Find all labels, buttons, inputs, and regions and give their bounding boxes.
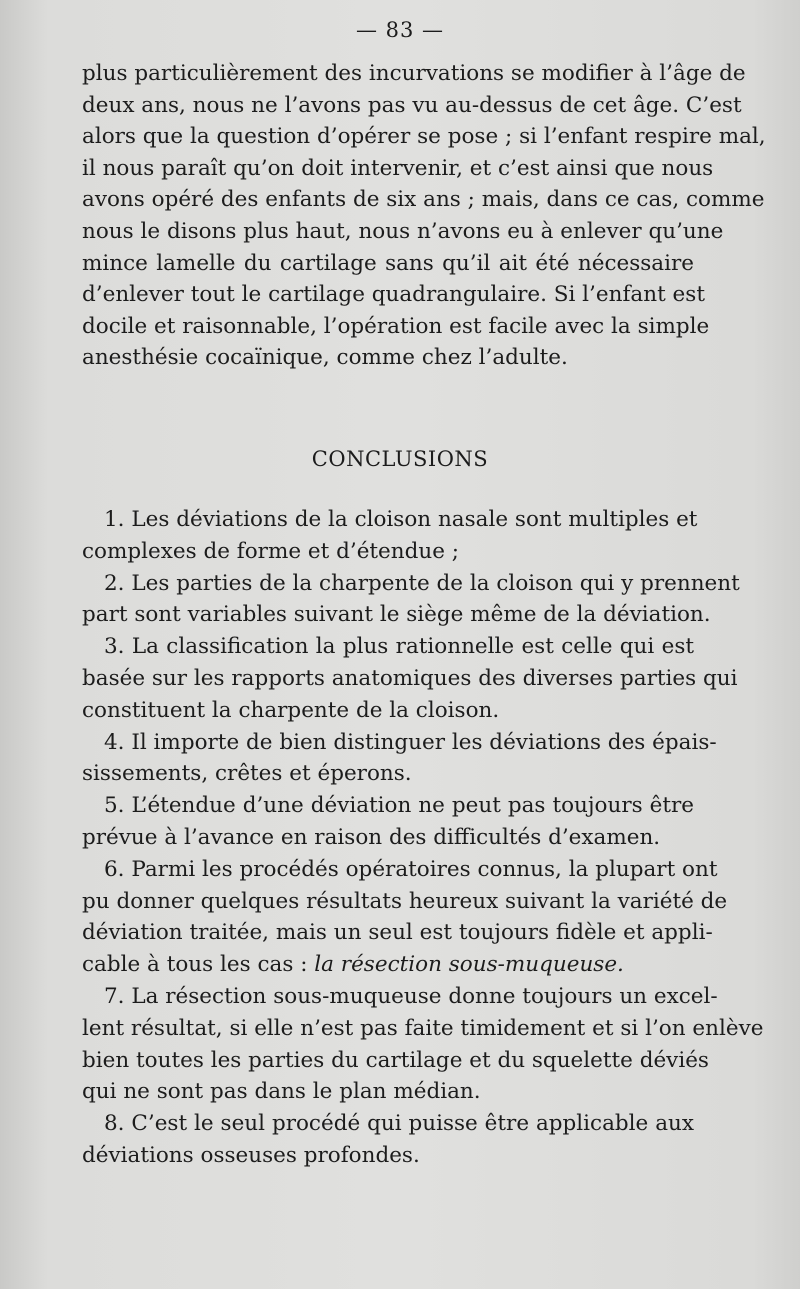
conclusion-line: qui ne sont pas dans le plan médian. (82, 1079, 481, 1105)
conclusion-line: pu donner quelques résultats heureux suivant la variété de (82, 888, 728, 914)
text-line: d’enlever tout le cartilage quadrangulaire. Si l’enfant est (82, 282, 705, 308)
conclusion-line: 1. Les déviations de la cloison nasale sont multiples et (104, 507, 698, 532)
text-line: anesthésie cocaïnique, comme chez l’adulte. (82, 345, 568, 371)
conclusion-line: complexes de forme et d’étendue ; (82, 538, 460, 564)
text-line: plus particulièrement des incurvations se modifier à l’âge de (82, 61, 746, 86)
conclusion-line: 2. Les parties de la charpente de la cloison qui y prennent (104, 570, 740, 596)
conclusion-line (82, 949, 694, 981)
emphasis-text: la résection sous-muqueuse. (314, 952, 624, 978)
conclusion-text: cable à tous les cas : (82, 952, 315, 978)
section-heading: CONCLUSIONS (311, 447, 489, 471)
text-line: docile et raisonnable, l’opération est facile avec la simple (82, 313, 710, 339)
conclusion-line: lent résultat, si elle n’est pas faite timidement et si l’on enlève (82, 1015, 764, 1041)
text-line: alors que la question d’opérer se pose ; si l’enfant respire mal, (82, 124, 766, 150)
conclusion-line: sissements, crêtes et éperons. (82, 761, 412, 787)
conclusion-line: bien toutes les parties du cartilage et du squelette déviés (82, 1047, 709, 1073)
conclusion-line: part sont variables suivant le siège même de la déviation. (82, 602, 711, 628)
conclusion-line: 3. La classification la plus rationnelle est celle qui est (104, 634, 694, 660)
intro-paragraph (82, 58, 766, 374)
conclusion-line: constituent la charpente de la cloison. (82, 697, 500, 723)
text-line: il nous paraît qu’on doit intervenir, et c’est ainsi que nous (82, 155, 714, 181)
conclusion-line: 8. C’est le seul procédé qui puisse être applicable aux (104, 1111, 694, 1137)
text-line: nous le disons plus haut, nous n’avons eu à enlever qu’une (82, 218, 724, 244)
page-number: — 83 — (355, 18, 445, 42)
text-line: mince lamelle du cartilage sans qu’il ait été nécessaire (82, 250, 694, 276)
text-line: deux ans, nous ne l’avons pas vu au-dessus de cet âge. C’est (82, 92, 742, 118)
conclusion-line: déviation traitée, mais un seul est toujours fidèle et appli- (82, 920, 713, 946)
conclusion-line: prévue à l’avance en raison des difficultés d’examen. (82, 824, 661, 850)
conclusions-list (82, 504, 764, 1172)
text-line: avons opéré des enfants de six ans ; mais, dans ce cas, comme (82, 187, 765, 213)
conclusion-line: 5. L’étendue d’une déviation ne peut pas toujours être (104, 793, 694, 819)
conclusion-line: 7. La résection sous-muqueuse donne toujours un excel- (104, 983, 718, 1009)
conclusion-line: déviations osseuses profondes. (82, 1142, 420, 1168)
conclusion-line: 6. Parmi les procédés opératoires connus, la plupart ont (104, 856, 718, 882)
conclusion-line: 4. Il importe de bien distinguer les déviations des épais- (104, 729, 717, 755)
conclusion-line: basée sur les rapports anatomiques des diverses parties qui (82, 665, 738, 691)
